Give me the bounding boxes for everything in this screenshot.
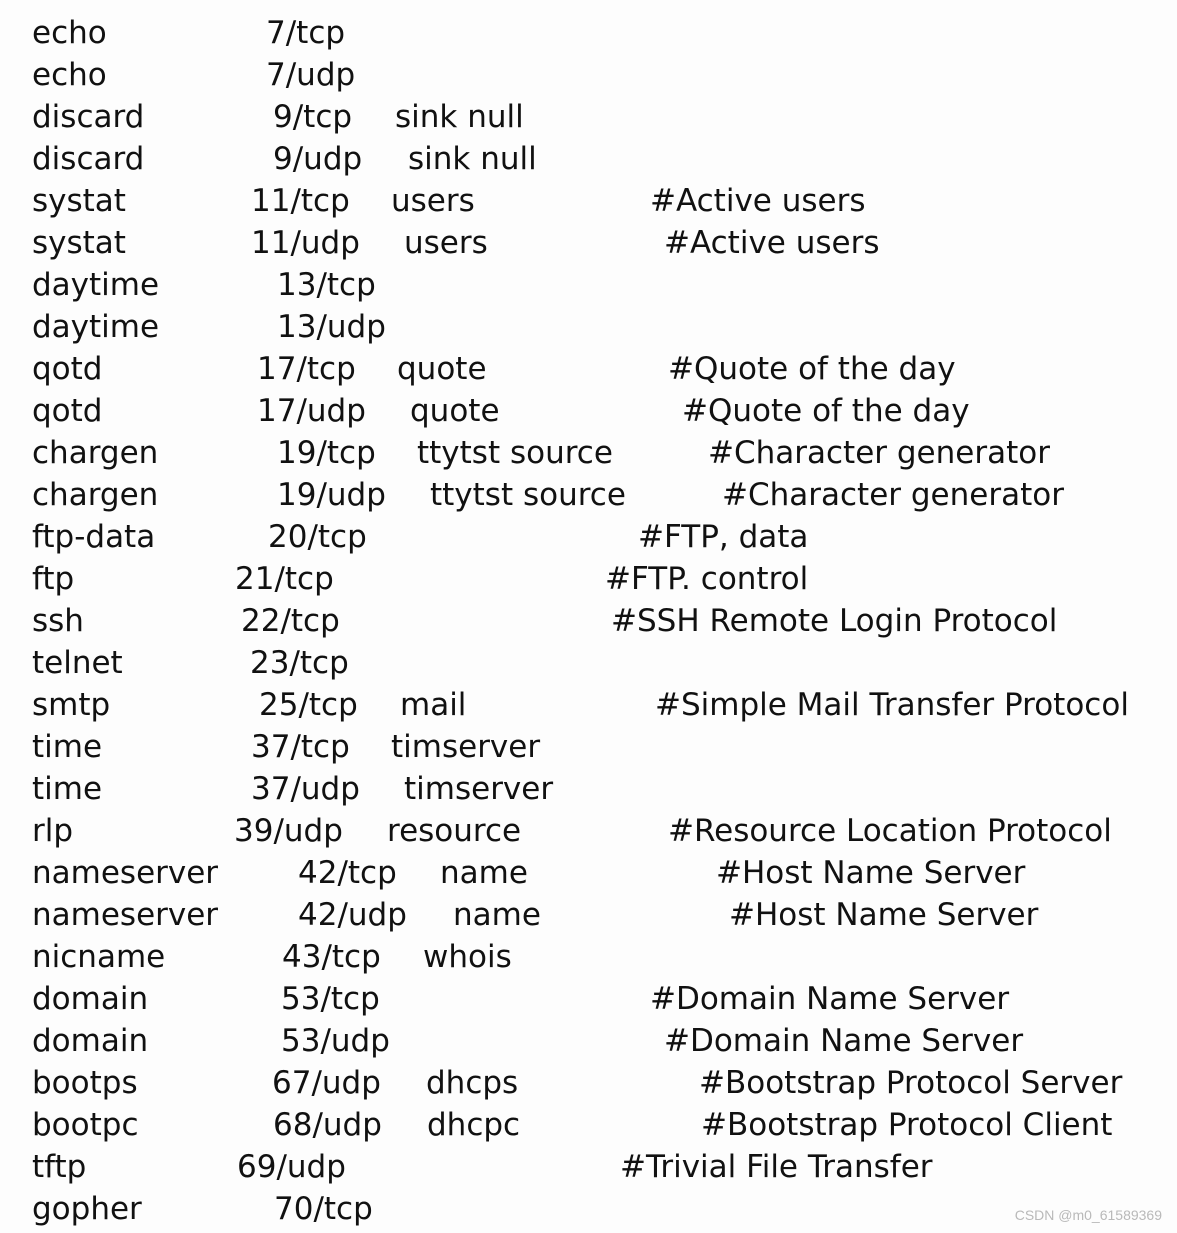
service-aliases: sink null [395,99,524,135]
service-comment: #Trivial File Transfer [620,1149,933,1185]
service-name: ssh [32,603,84,639]
service-port: 7/tcp [266,15,346,51]
service-comment: #Host Name Server [716,855,1026,891]
service-entry [32,306,1172,348]
service-entry [32,1146,1172,1188]
service-port: 22/tcp [241,603,340,639]
service-entry [32,180,1172,222]
service-port: 39/udp [234,813,343,849]
service-comment: #Bootstrap Protocol Client [701,1107,1113,1143]
service-entry [32,768,1172,810]
service-entry [32,1062,1172,1104]
service-port: 19/udp [277,477,386,513]
service-comment: #Active users [664,225,880,261]
service-name: ftp-data [32,519,156,555]
service-comment: #Character generator [708,435,1050,471]
service-name: domain [32,981,149,1017]
service-port: 42/tcp [298,855,397,891]
service-entry [32,936,1172,978]
service-aliases: sink null [408,141,537,177]
service-entry [32,1020,1172,1062]
service-entry [32,222,1172,264]
service-port: 19/tcp [277,435,376,471]
service-port: 9/tcp [273,99,353,135]
service-entry [32,264,1172,306]
service-port: 25/tcp [259,687,358,723]
service-name: smtp [32,687,111,723]
service-entry [32,978,1172,1020]
service-entry [32,390,1172,432]
service-name: nicname [32,939,166,975]
service-aliases: resource [387,813,522,849]
service-entry [32,684,1172,726]
service-entry [32,348,1172,390]
service-name: discard [32,141,145,177]
service-name: qotd [32,351,103,387]
service-name: telnet [32,645,123,681]
service-comment: #SSH Remote Login Protocol [611,603,1058,639]
service-name: nameserver [32,855,219,891]
service-aliases: ttytst source [430,477,626,513]
service-entry [32,54,1172,96]
service-aliases: dhcps [426,1065,519,1101]
service-port: 37/udp [251,771,360,807]
service-port: 17/tcp [257,351,356,387]
service-name: bootpc [32,1107,139,1143]
service-entry [32,96,1172,138]
service-port: 20/tcp [268,519,367,555]
service-comment: #Quote of the day [668,351,956,387]
service-port: 21/tcp [235,561,334,597]
service-aliases: timserver [404,771,554,807]
service-entry [32,852,1172,894]
service-port: 9/udp [273,141,363,177]
service-port: 68/udp [273,1107,382,1143]
service-aliases: quote [397,351,487,387]
service-port: 42/udp [298,897,407,933]
service-aliases: dhcpc [427,1107,521,1143]
service-entry [32,138,1172,180]
service-port: 43/tcp [282,939,381,975]
service-port: 11/tcp [251,183,350,219]
service-entry [32,600,1172,642]
service-name: time [32,729,103,765]
service-port: 53/udp [281,1023,390,1059]
service-name: ftp [32,561,75,597]
service-comment: #Character generator [722,477,1064,513]
service-port: 11/udp [251,225,360,261]
service-name: nameserver [32,897,219,933]
service-name: chargen [32,435,159,471]
service-aliases: name [440,855,528,891]
service-port: 13/tcp [277,267,376,303]
service-comment: #Host Name Server [729,897,1039,933]
services-listing [32,12,1172,1230]
service-name: qotd [32,393,103,429]
service-comment: #Quote of the day [682,393,970,429]
service-comment: #Simple Mail Transfer Protocol [655,687,1129,723]
service-aliases: users [391,183,475,219]
watermark: CSDN @m0_61589369 [1014,1207,1162,1223]
service-name: daytime [32,267,160,303]
service-entry [32,516,1172,558]
service-aliases: ttytst source [417,435,613,471]
service-aliases: quote [410,393,500,429]
service-name: daytime [32,309,160,345]
service-comment: #FTP. control [605,561,809,597]
service-name: domain [32,1023,149,1059]
service-port: 70/tcp [274,1191,373,1227]
service-port: 17/udp [257,393,366,429]
service-name: bootps [32,1065,138,1101]
service-port: 13/udp [277,309,386,345]
service-name: systat [32,225,126,261]
service-entry [32,12,1172,54]
service-entry [32,894,1172,936]
service-entry [32,432,1172,474]
service-name: chargen [32,477,159,513]
service-name: discard [32,99,145,135]
service-aliases: users [404,225,488,261]
service-name: echo [32,15,107,51]
service-port: 67/udp [272,1065,381,1101]
service-name: gopher [32,1191,142,1227]
service-port: 69/udp [237,1149,346,1185]
service-port: 37/tcp [251,729,350,765]
service-entry [32,810,1172,852]
service-entry [32,474,1172,516]
service-comment: #Resource Location Protocol [668,813,1112,849]
service-comment: #Domain Name Server [664,1023,1024,1059]
service-aliases: whois [423,939,512,975]
service-entry [32,558,1172,600]
service-port: 53/tcp [281,981,380,1017]
service-aliases: timserver [391,729,541,765]
service-entry [32,1188,1172,1230]
service-port: 23/tcp [250,645,349,681]
service-entry [32,642,1172,684]
service-name: echo [32,57,107,93]
service-aliases: mail [400,687,467,723]
service-aliases: name [453,897,541,933]
service-name: systat [32,183,126,219]
service-comment: #Active users [650,183,866,219]
service-comment: #Bootstrap Protocol Server [699,1065,1123,1101]
service-comment: #Domain Name Server [650,981,1010,1017]
service-name: time [32,771,103,807]
service-port: 7/udp [266,57,356,93]
service-name: rlp [32,813,74,849]
service-name: tftp [32,1149,87,1185]
service-comment: #FTP, data [638,519,809,555]
service-entry [32,1104,1172,1146]
service-entry [32,726,1172,768]
